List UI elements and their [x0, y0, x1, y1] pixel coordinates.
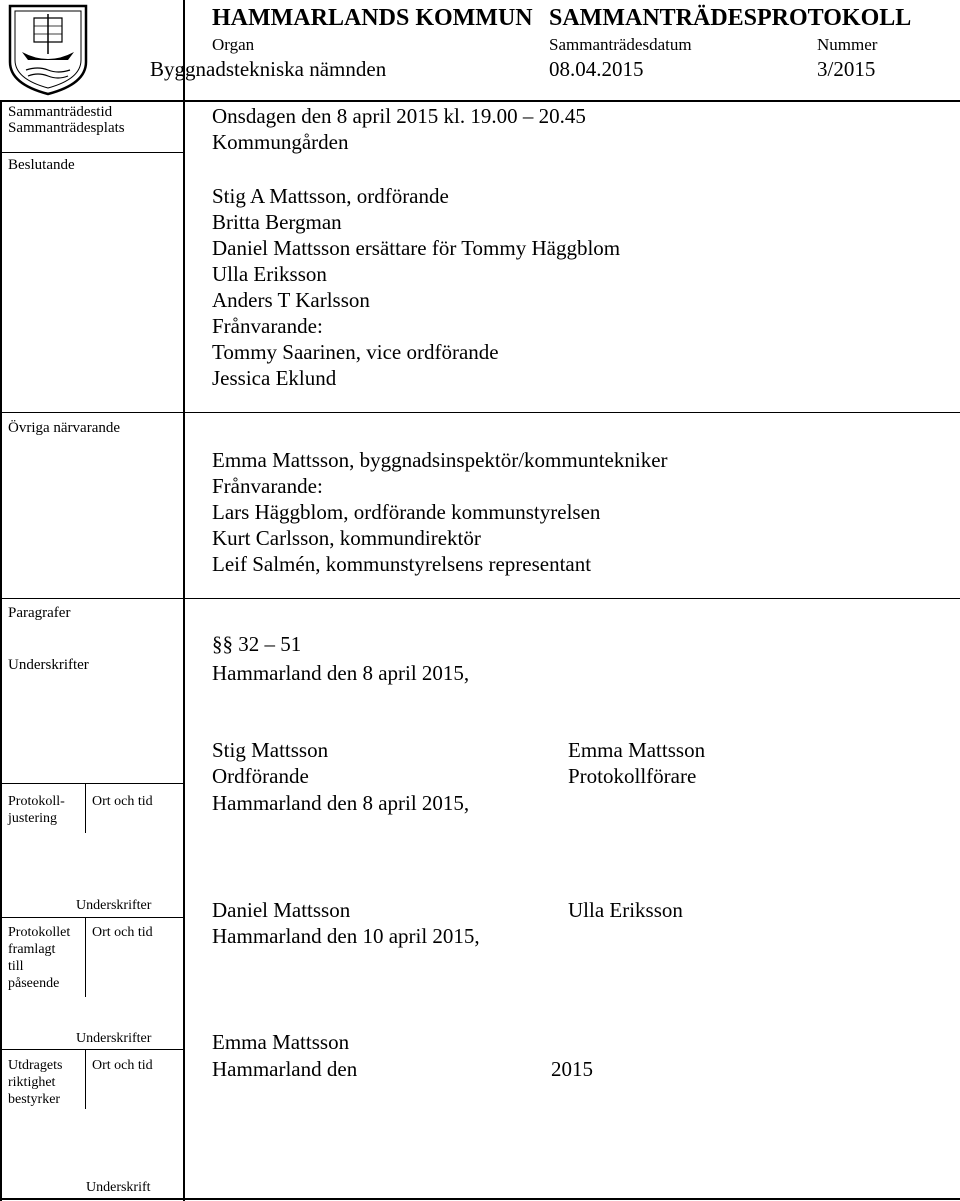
published-label-1: Protokollet — [8, 925, 71, 940]
certification-place: Hammarland den — [212, 1057, 358, 1081]
adjustment-label-1: Protokoll- — [8, 794, 65, 809]
signatures-label: Underskrifter — [8, 657, 89, 673]
signature-place-date: Hammarland den 8 april 2015, — [212, 661, 470, 685]
certified-label-2: riktighet — [8, 1075, 56, 1090]
publication-signer: Emma Mattsson — [212, 1030, 350, 1054]
date-value: 08.04.2015 — [549, 57, 644, 81]
date-label: Sammanträdesdatum — [549, 35, 692, 54]
secretary-name: Emma Mattsson — [568, 738, 706, 762]
publication-place-date: Hammarland den 10 april 2015, — [212, 924, 480, 948]
others-present-label: Övriga närvarande — [8, 420, 121, 436]
signature-label: Underskrift — [86, 1180, 151, 1195]
meeting-place: Kommungården — [212, 130, 349, 154]
paragraph-range: §§ 32 – 51 — [212, 632, 302, 656]
place-time-label-3: Ort och tid — [92, 1058, 153, 1073]
adjustment-place-date: Hammarland den 8 april 2015, — [212, 791, 470, 815]
decision-maker: Britta Bergman — [212, 210, 342, 234]
number-label: Nummer — [817, 35, 878, 54]
absent-heading: Frånvarande: — [212, 474, 323, 498]
chair-role: Ordförande — [212, 764, 309, 788]
rule-ovriga — [0, 412, 960, 413]
decision-maker: Stig A Mattsson, ordförande — [212, 184, 449, 208]
signatures-label-3: Underskrifter — [76, 1031, 152, 1046]
rule-paragrafer — [0, 598, 960, 599]
place-time-label-2: Ort och tid — [92, 925, 153, 940]
secretary-role: Protokollförare — [568, 764, 697, 788]
other-present: Emma Mattsson, byggnadsinspektör/kommuntekniker — [212, 448, 668, 472]
coat-of-arms-logo — [6, 2, 90, 96]
published-label-2: framlagt — [8, 942, 56, 957]
rule-protokollet — [0, 917, 184, 918]
rule-beslutande — [0, 152, 184, 153]
left-page-border — [0, 100, 2, 1201]
other-present: Lars Häggblom, ordförande kommunstyrelsen — [212, 500, 601, 524]
adjustment-label-2: justering — [8, 811, 57, 826]
absent-heading: Frånvarande: — [212, 314, 323, 338]
number-value: 3/2015 — [817, 57, 876, 81]
adjuster-1-name: Daniel Mattsson — [212, 898, 351, 922]
municipality-name: HAMMARLANDS KOMMUN — [212, 5, 533, 31]
rule-ort-tid-3 — [85, 1049, 86, 1109]
document-title: SAMMANTRÄDESPROTOKOLL — [549, 5, 912, 31]
certification-year: 2015 — [551, 1057, 593, 1081]
rule-ort-tid-2 — [85, 917, 86, 997]
other-present: Leif Salmén, kommunstyrelsens representant — [212, 552, 592, 576]
decision-maker: Daniel Mattsson ersättare för Tommy Häggblom — [212, 236, 621, 260]
decision-makers-label: Beslutande — [8, 157, 75, 173]
meeting-time-label: Sammanträdestid — [8, 104, 113, 120]
place-time-label-1: Ort och tid — [92, 794, 153, 809]
other-present: Kurt Carlsson, kommundirektör — [212, 526, 481, 550]
signatures-label-2: Underskrifter — [76, 898, 152, 913]
rule-protokolljustering — [0, 783, 184, 784]
meeting-time: Onsdagen den 8 april 2015 kl. 19.00 – 20.45 — [212, 104, 586, 128]
published-label-4: påseende — [8, 976, 60, 991]
decision-maker: Tommy Saarinen, vice ordförande — [212, 340, 499, 364]
chair-name: Stig Mattsson — [212, 738, 329, 762]
rule-utdragets — [0, 1049, 184, 1050]
rule-ort-tid-1 — [85, 783, 86, 833]
decision-maker: Jessica Eklund — [212, 366, 337, 390]
column-divider — [183, 0, 185, 1201]
certified-label-3: bestyrker — [8, 1092, 61, 1107]
decision-maker: Ulla Eriksson — [212, 262, 327, 286]
decision-maker: Anders T Karlsson — [212, 288, 370, 312]
organ-value: Byggnadstekniska nämnden — [150, 57, 387, 81]
paragraphs-label: Paragrafer — [8, 605, 71, 621]
published-label-3: till — [8, 959, 24, 974]
adjuster-2-name: Ulla Eriksson — [568, 898, 683, 922]
meeting-place-label: Sammanträdesplats — [8, 120, 125, 136]
certified-label-1: Utdragets — [8, 1058, 63, 1073]
organ-label: Organ — [212, 35, 255, 54]
header-bottom-border — [0, 100, 960, 102]
bottom-border — [0, 1198, 960, 1200]
